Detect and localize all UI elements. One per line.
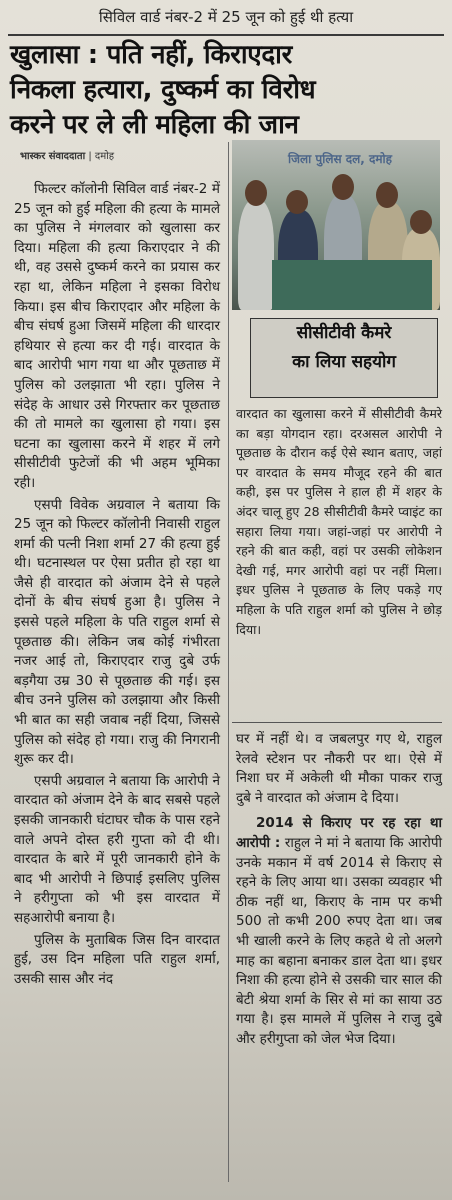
byline-separator: | xyxy=(88,151,95,162)
paragraph-continuation: घर में नहीं थे। व जबलपुर गए थे, राहुल रेलवे स्टेशन पर नौकरी पर था। ऐसे में निशा घर में अकेली थी मौका पाकर राजु दुबे ने वारदात को अंजाम दे दिया। xyxy=(236,731,442,806)
kicker-divider xyxy=(8,34,444,36)
headline-line-1: खुलासा : पति नहीं, किराएदार xyxy=(10,40,292,70)
paragraph-cctv: वारदात का खुलासा करने में सीसीटीवी कैमरे का बड़ा योगदान रहा। दरअसल आरोपी ने पूछताछ के दौरान कई ऐसे स्थान बताए, जहां पर वारदात के समय मौजूद रहने की बात कही, इस पर पुलिस ने हाल ही में शहर के अंदर चालू हुए 28 सीसीटीवी कैमरे प्वाइंट का सहारा लिया गया। जहां-जहां पर आरोपी ने रहने की बात कही, वहां पर उसकी लोकेशन देखी गई, मगर आरोपी वहां पर नहीं मिला। इधर पुलिस ने पूछताछ के लिए पकड़े गए महिला के पति राहुल शर्मा को पुलिस ने छोड़ दिया। xyxy=(236,406,442,637)
photo-caption-box xyxy=(250,318,438,398)
headline xyxy=(10,38,450,143)
person-figure xyxy=(238,200,274,310)
paragraph-police-account: पुलिस के मुताबिक जिस दिन वारदात हुई, उस दिन महिला पति राहुल शर्मा, उसकी सास और नंद xyxy=(14,931,220,987)
column-divider xyxy=(228,142,229,1182)
subhead-tenant: 2014 से किराए पर रह रहा था आरोपी : xyxy=(236,815,442,851)
person-head xyxy=(286,190,308,214)
kicker-line: सिविल वार्ड नंबर-2 में 25 जून को हुई थी हत्या xyxy=(98,8,354,26)
left-column xyxy=(14,180,220,989)
paragraph-tenant-body: राहुल ने मां ने बताया कि आरोपी उनके मकान में वर्ष 2014 से किराए से रहने के लिए आया था। उसका व्यवहार भी ठीक नहीं था, किराए के नाम पर कभी 500 तो कभी 200 रुपए देता था। जब भी खाली करने के लिए कहते थे तो अलगे माह का बहाना बनाकर डाल देता था। इधर निशा की हत्या होने से उसकी चार साल की बेटी श्रेया शर्मा के सिर से मां का साया उठ गया है। इस मामले में पुलिस ने राजु दुबे और हरीगुप्ता को जेल भेज दिया। xyxy=(236,834,443,1047)
paragraph-accomplice: एसपी अग्रवाल ने बताया कि आरोपी ने वारदात को अंजाम देने के बाद सबसे पहले इसकी जानकारी घंटाघर चौक के पास रहने वाले अपने दोस्त हरी गुप्ता को दी थी। वारदात के बारे में पूरी जानकारी होने के बाद भी आरोपी ने छिपाई इसलिए पुलिस ने हरीगुप्ता को भी इस वारदात में सहआरोपी बनाया है। xyxy=(14,772,220,926)
person-head xyxy=(376,182,398,208)
caption-line-1: सीसीटीवी कैमरे xyxy=(296,323,392,343)
paragraph-sp-statement: एसपी विवेक अग्रवाल ने बताया कि 25 जून को फिल्टर कॉलोनी निवासी राहुल शर्मा की पत्नी निशा शर्मा 27 की हत्या हुई थी। घटनास्थल पर ऐसा प्रतीत हो रहा था जैसे ही वारदात को अंजाम देने से पहले दोनों के बीच संघर्ष हुआ है। पुलिस ने इससे पहले महिला के पति राहुल शर्मा से पूछताछ की। लेकिन जब कोई गंभीरता नजर आई तो, किराएदार राजु दुबे उर्फ बड़गैया उम्र 30 से पूछताछ की गई। इस बीच उनने पुलिस को उलझाया और किसी भी बात का सही जवाब नहीं दिया, जिससे पुलिस को संदेह हो गया। राजु की निगरानी शुरू कर दी। xyxy=(14,496,220,768)
headline-line-3: करने पर ले ली महिला की जान xyxy=(10,110,299,140)
photo-table xyxy=(272,260,432,310)
box-bottom-rule xyxy=(232,722,442,723)
byline-place: दमोह xyxy=(94,151,115,162)
photo-banner: जिला पुलिस दल, दमोह xyxy=(287,152,393,166)
cctv-box-text xyxy=(236,404,442,639)
byline xyxy=(20,148,230,162)
paragraph-intro: फिल्टर कॉलोनी सिविल वार्ड नंबर-2 में 25 जून को हुई महिला की हत्या के मामले का पुलिस ने मंगलवार को खुलासा कर दिया। महिला की हत्या किराएदार ने की थी, वह उससे दुष्कर्म करने का प्रयास कर रहा था, लेकिन महिला ने इसका विरोध किया। इस बीच किराएदार और महिला के बीच संघर्ष हुआ जिसमें महिला की धारदार हथियार से हत्या कर दी गई। वारदात के बाद आरोपी भाग गया था और पूछताछ में पुलिस को उलझाता भी रहा। पुलिस ने संदेह के आधार उसे गिरफ्तार कर पूछताछ की तो मामले का खुलासा हो गया। इस घटना का खुलासा करने में शहर में लगे सीसीटीवी फुटेजों की भी अहम भूमिका रही। xyxy=(14,181,220,491)
press-conference-photo xyxy=(232,140,440,310)
person-head xyxy=(245,180,267,206)
paragraph-tenant xyxy=(236,814,442,1049)
right-column xyxy=(236,730,442,1050)
headline-line-2: निकला हत्यारा, दुष्कर्म का विरोध xyxy=(10,75,316,105)
person-head xyxy=(332,174,354,200)
byline-source: भास्कर संवाददाता xyxy=(20,151,86,162)
caption-line-2: का लिया सहयोग xyxy=(292,352,396,372)
person-head xyxy=(410,210,432,234)
